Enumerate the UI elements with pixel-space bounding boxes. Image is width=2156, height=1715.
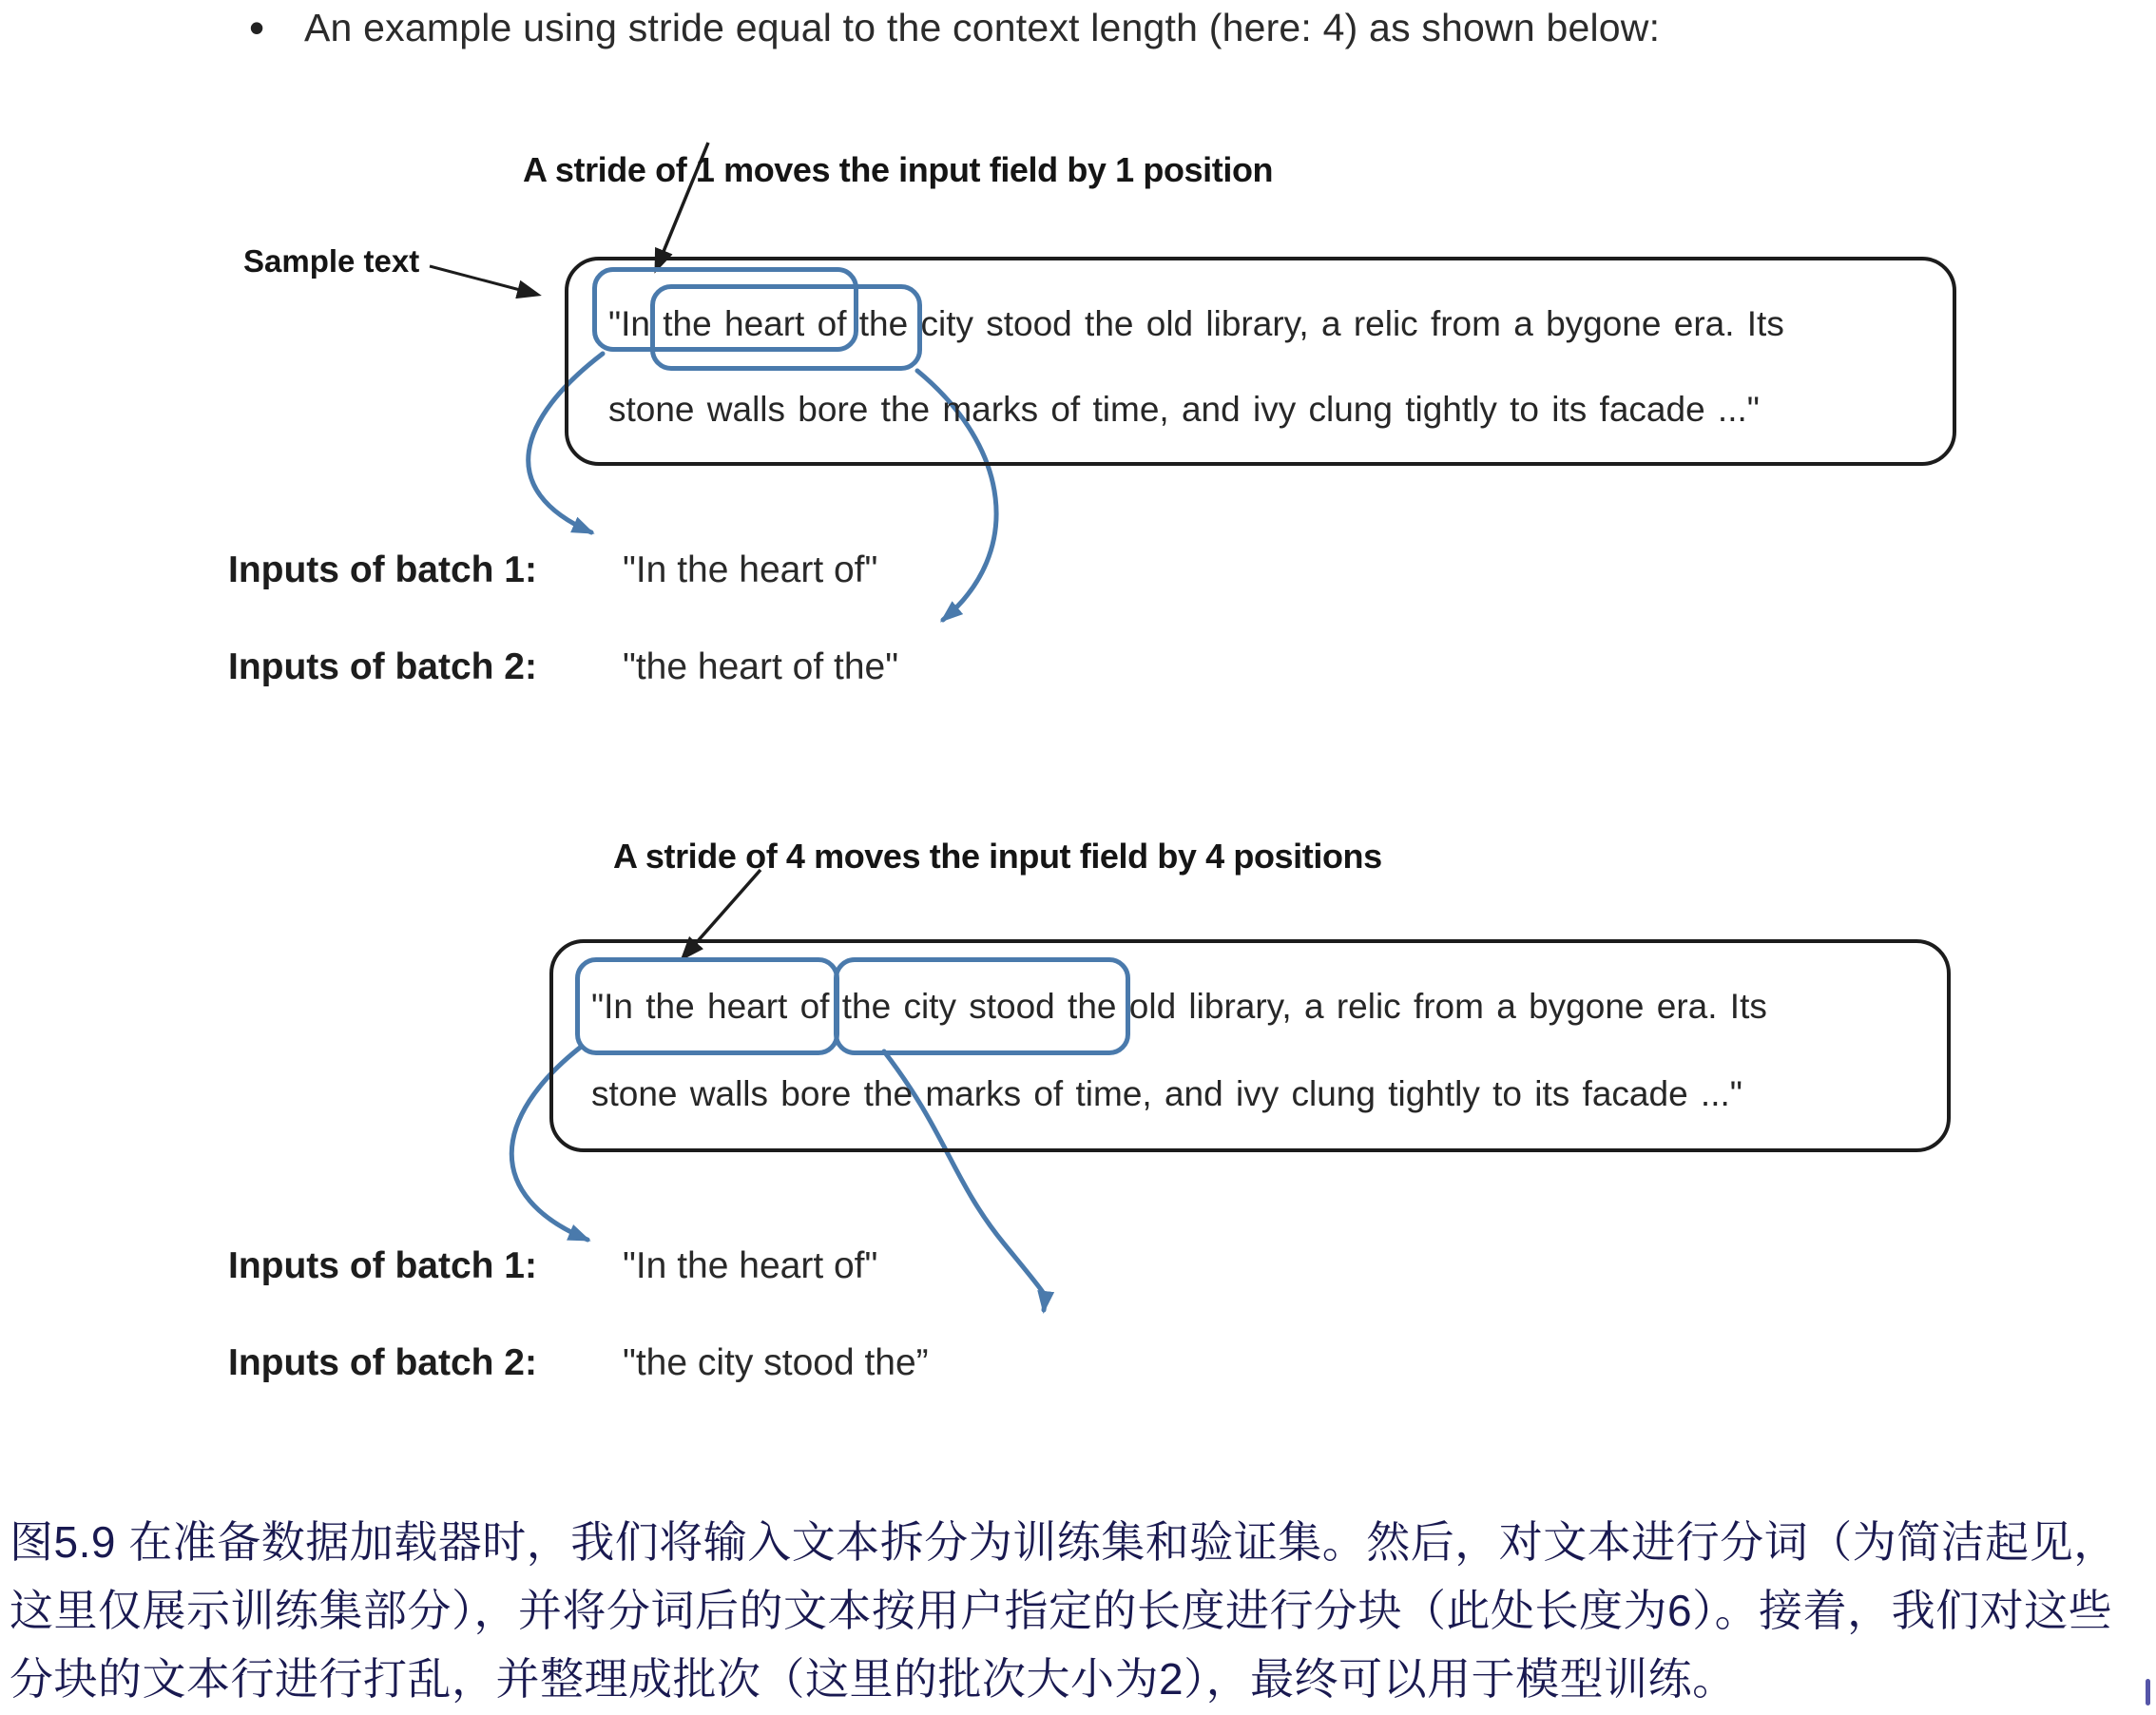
sample-line1-d1 xyxy=(608,304,1784,344)
stray-mark xyxy=(2146,1679,2150,1705)
token-the-city-stood-the: the city stood the xyxy=(841,987,1117,1026)
sample-line1-d2 xyxy=(591,987,1767,1027)
batch2-label-d2: Inputs of batch 2: xyxy=(228,1342,537,1383)
sample-line2-d2: stone walls bore the marks of time, and ivy clung tightly to its facade ..." xyxy=(591,1074,1742,1113)
caption-line-1: 图5.9 在准备数据加载器时，我们将输入文本拆分为训练集和验证集。然后，对文本进行分词（为简洁起见， xyxy=(10,1517,2118,1567)
token-the: the xyxy=(858,304,909,343)
caption-line-3: 分块的文本行进行打乱，并整理成批次（这里的批次大小为2），最终可以用于模型训练。 xyxy=(10,1654,1737,1704)
batch1-value-d2: "In the heart of" xyxy=(623,1245,878,1286)
bullet-marker: • xyxy=(249,3,265,52)
sample-text-arrow xyxy=(430,266,538,295)
bullet-text: An example using stride equal to the context length (here: 4) as shown below: xyxy=(304,6,1661,49)
token-rest: city stood the old library, a relic from a bygone era. Its xyxy=(920,304,1784,343)
token-in: "In xyxy=(608,304,650,343)
batch2-label-d1: Inputs of batch 2: xyxy=(228,646,537,687)
caption-line-2: 这里仅展示训练集部分），并将分词后的文本按用户指定的长度进行分块（此处长度为6）。接着，我们对这些 xyxy=(10,1586,2113,1635)
sample-text-box-2 xyxy=(549,939,1951,1152)
batch1-label-d2: Inputs of batch 1: xyxy=(228,1245,537,1286)
stride1-title: A stride of 1 moves the input field by 1 position xyxy=(523,150,1274,189)
batch2-value-d1: "the heart of the" xyxy=(623,646,899,687)
batch1-value-d1: "In the heart of" xyxy=(623,549,878,590)
token-in-the-heart-of: "In the heart of xyxy=(591,987,830,1026)
token-rest: old library, a relic from a bygone era. Its xyxy=(1128,987,1767,1026)
sample-line2-d1: stone walls bore the marks of time, and ivy clung tightly to its facade ..." xyxy=(608,390,1760,429)
stride4-title: A stride of 4 moves the input field by 4 positions xyxy=(613,837,1382,876)
token-the-heart-of: the heart of xyxy=(663,304,847,343)
sample-text-label: Sample text xyxy=(243,243,420,279)
sample-text-box-1 xyxy=(565,257,1956,466)
batch2-value-d2: "the city stood the” xyxy=(623,1342,929,1383)
batch1-label-d1: Inputs of batch 1: xyxy=(228,549,537,590)
